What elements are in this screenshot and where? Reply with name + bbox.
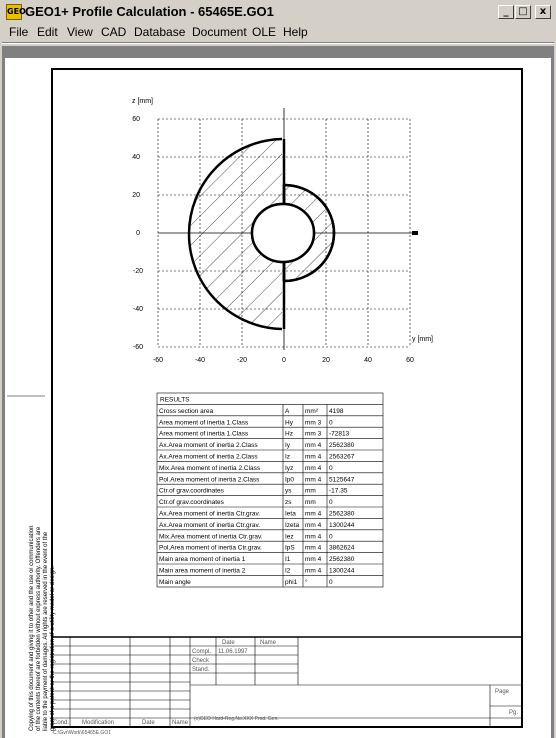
z-tick: -40	[132, 306, 143, 313]
menu-view[interactable]: View	[67, 25, 93, 39]
close-button[interactable]: x	[535, 5, 551, 19]
results-cell: -72813	[329, 430, 350, 438]
results-cell: mm 4	[305, 556, 322, 564]
results-cell: 1300244	[329, 567, 355, 575]
date-label: Date	[142, 720, 155, 726]
results-cell: Mix.Area moment of inertia 2.Class	[159, 464, 261, 472]
results-cell: mm 4	[305, 544, 322, 552]
results-cell: Main area moment of inertia 1	[159, 556, 246, 564]
y-tick: 60	[406, 357, 414, 364]
z-tick: 40	[132, 154, 140, 161]
results-title: RESULTS	[160, 396, 190, 404]
page-label: Page	[495, 689, 510, 695]
results-cell: mm 4	[305, 533, 322, 541]
results-cell: Area moment of inertia 1.Class	[159, 419, 249, 427]
results-cell: 0	[329, 533, 333, 541]
results-cell: Hz	[285, 430, 293, 438]
results-cell: 5125647	[329, 476, 355, 484]
results-cell: -17.35	[329, 487, 348, 495]
results-cell: Iz	[285, 453, 291, 461]
compl-date: 11.06.1997	[218, 649, 248, 655]
results-cell: 0	[329, 578, 333, 586]
results-cell: mm²	[305, 407, 318, 415]
modification-label: Modification	[82, 720, 115, 726]
results-cell: 0	[329, 419, 333, 427]
results-cell: A	[285, 407, 290, 415]
window-title: GEO1+ Profile Calculation - 65465E.GO1	[25, 4, 274, 19]
stand-label: Stand.	[192, 667, 210, 673]
results-cell: Ax.Area moment of inertia 2.Class	[159, 442, 258, 450]
results-cell: I2	[285, 567, 291, 575]
results-cell: Pol.Area moment of inertia 2.Class	[159, 476, 260, 484]
y-tick: 0	[282, 357, 286, 364]
results-cell: Ax.Area moment of inertia Ctr.grav.	[159, 510, 261, 518]
results-cell: 2562380	[329, 556, 355, 564]
results-cell: mm 3	[305, 430, 322, 438]
results-cell: Iyz	[285, 464, 294, 472]
z-tick: -60	[132, 344, 143, 351]
pg-label: Pg.	[509, 710, 519, 716]
results-cell: 0	[329, 499, 333, 507]
copyright-notice: Copying of this document and giving it to other and the use or communication of the contents thereof are forbidden without express authority. Offenders are liable to the payment of damages. All rights are reserved in the event of the grant of a patent or the registration of a utility model or design.	[29, 525, 56, 731]
results-cell: Main area moment of inertia 2	[159, 567, 246, 575]
results-cell: Ax.Area moment of inertia 2.Class	[159, 453, 258, 461]
name-label: Name	[172, 720, 189, 726]
z-tick: 20	[132, 192, 140, 199]
date-header: Date	[222, 640, 235, 646]
y-tick: 20	[322, 357, 330, 364]
results-cell: Hy	[285, 419, 293, 427]
maximize-button[interactable]: □	[515, 5, 531, 19]
results-cell: zs	[285, 499, 292, 507]
results-cell: mm 4	[305, 567, 322, 575]
results-cell: 2562380	[329, 442, 355, 450]
y-tick: 40	[364, 357, 372, 364]
results-cell: phi1	[285, 578, 298, 586]
menu-help[interactable]: Help	[283, 25, 308, 39]
check-label: Check	[192, 658, 210, 664]
results-cell: Cross section area	[159, 407, 214, 415]
y-tick: -40	[194, 357, 206, 364]
results-cell: Main angle	[159, 578, 191, 586]
results-cell: 0	[329, 464, 333, 472]
z-tick: 60	[132, 116, 140, 123]
results-cell: Ctr.of grav.coordinates	[159, 499, 224, 507]
results-cell: mm 4	[305, 442, 322, 450]
results-cell: 1300244	[329, 521, 355, 529]
results-cell: mm 4	[305, 510, 322, 518]
z-tick: -20	[132, 268, 143, 275]
y-axis-label: y [mm]	[412, 336, 433, 343]
results-cell: mm 4	[305, 453, 322, 461]
name-header: Name	[260, 640, 277, 646]
results-cell: Ip0	[285, 476, 295, 484]
results-cell: 2562380	[329, 510, 355, 518]
minimize-button[interactable]: _	[498, 5, 514, 19]
app-icon: GEO	[6, 4, 22, 20]
results-cell: mm 4	[305, 476, 322, 484]
file-path: C:\Gvr\Work\65465E.GO1	[53, 730, 111, 736]
results-cell: Iy	[285, 442, 291, 450]
menu-edit[interactable]: Edit	[37, 25, 58, 39]
results-cell: mm	[305, 487, 316, 495]
results-cell: 4198	[329, 407, 344, 415]
z-axis-label: z [mm]	[132, 98, 153, 105]
results-cell: Mix.Area moment of inertia Ctr.grav.	[159, 533, 263, 541]
menu-ole[interactable]: OLE	[252, 25, 277, 39]
menu-cad[interactable]: CAD	[101, 25, 127, 39]
results-cell: 3862624	[329, 544, 355, 552]
results-cell: ys	[285, 487, 292, 495]
results-cell: Izeta	[285, 521, 300, 529]
z-tick: 0	[136, 230, 140, 237]
results-cell: mm	[305, 499, 316, 507]
results-cell: I1	[285, 556, 291, 564]
menu-document[interactable]: Document	[192, 25, 247, 39]
results-cell: Ax.Area moment of inertia Ctr.grav.	[159, 521, 261, 529]
results-cell: Ctr.of grav.coordinates	[159, 487, 224, 495]
results-cell: mm 4	[305, 464, 322, 472]
menu-database[interactable]: Database	[134, 25, 186, 39]
results-cell: Iez	[285, 533, 294, 541]
results-cell: 2563267	[329, 453, 355, 461]
y-tick: -20	[236, 357, 248, 364]
results-cell: Ieta	[285, 510, 296, 518]
menu-file[interactable]: File	[9, 25, 29, 39]
results-cell: mm 4	[305, 521, 322, 529]
results-cell: Area moment of inertia 1.Class	[159, 430, 249, 438]
results-cell: Pol.Area moment of inertia Ctr.grav.	[159, 544, 262, 552]
results-cell: mm 3	[305, 419, 322, 427]
y-tick: -60	[152, 357, 164, 364]
results-cell: °	[305, 578, 308, 586]
cond-label: Cond.	[53, 720, 70, 726]
compl-label: Compl.	[192, 649, 212, 655]
footer-text: (c)GEO Hard-Reg.No.XXX Prod. Gen.	[194, 716, 279, 722]
results-cell: IpS	[285, 544, 295, 552]
